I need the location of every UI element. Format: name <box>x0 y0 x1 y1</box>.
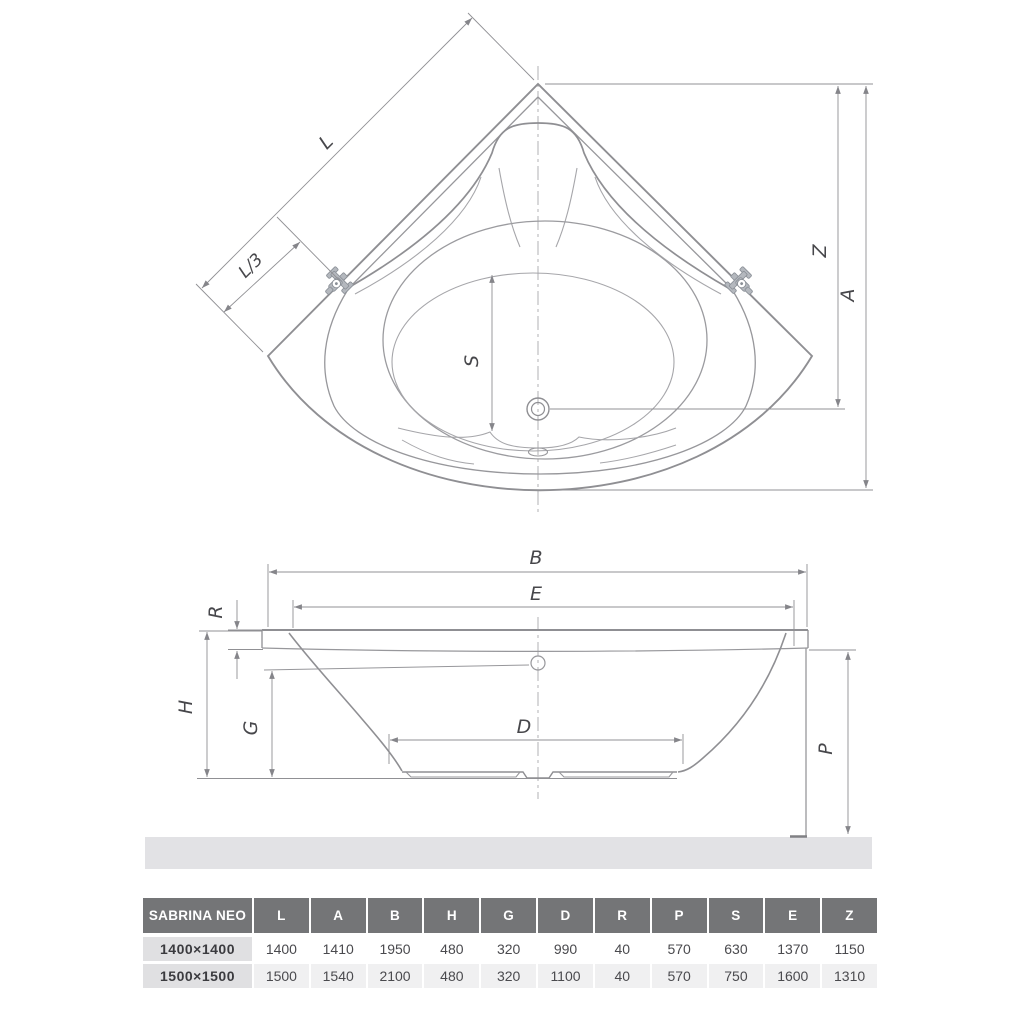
value-cell: 320 <box>481 937 536 961</box>
backrest-inner-right <box>595 177 721 294</box>
column-header-S: S <box>709 898 764 933</box>
dim-label-L3: L/3 <box>234 249 268 283</box>
value-cell: 40 <box>595 937 650 961</box>
dimension-R <box>228 600 263 679</box>
dim-label-S: S <box>461 354 483 368</box>
dimension-E <box>293 600 794 646</box>
dimension-L <box>196 13 534 352</box>
value-cell: 480 <box>424 964 479 988</box>
value-cell: 1370 <box>765 937 820 961</box>
ripple-right <box>600 445 676 463</box>
dimension-Z-A <box>527 84 873 490</box>
value-cell: 1600 <box>765 964 820 988</box>
wall-right <box>678 633 786 772</box>
value-cell: 40 <box>595 964 650 988</box>
value-cell: 1100 <box>538 964 593 988</box>
column-header-B: B <box>368 898 423 933</box>
value-cell: 1410 <box>311 937 366 961</box>
column-header-P: P <box>652 898 707 933</box>
dim-label-H: H <box>175 699 197 715</box>
column-header-A: A <box>311 898 366 933</box>
table-product-name: SABRINA NEO <box>143 898 252 933</box>
column-header-R: R <box>595 898 650 933</box>
side-view <box>145 547 872 869</box>
table-header-row <box>143 898 877 933</box>
headrest-side-left <box>499 168 520 247</box>
tub-inner-edge-right <box>538 97 733 290</box>
value-cell: 570 <box>652 937 707 961</box>
dim-label-R: R <box>205 605 227 619</box>
value-cell: 1950 <box>368 937 423 961</box>
floor <box>145 837 872 869</box>
column-header-E: E <box>765 898 820 933</box>
backrest-inner-left <box>355 177 481 294</box>
basin-inner <box>392 273 674 451</box>
column-header-G: G <box>481 898 536 933</box>
foot-right <box>559 772 673 777</box>
faucet-icon-left <box>318 265 355 302</box>
dimension-D <box>389 734 683 764</box>
dim-label-G: G <box>240 720 262 736</box>
tub-inner-edge-left <box>347 97 538 290</box>
value-cell: 750 <box>709 964 764 988</box>
table-row <box>143 964 877 988</box>
dim-label-A: A <box>837 288 859 302</box>
dim-label-Z: Z <box>809 244 831 258</box>
tub-inner-rim <box>325 291 756 474</box>
row-size-label: 1500×1500 <box>143 964 252 988</box>
column-header-D: D <box>538 898 593 933</box>
dim-label-B: B <box>529 547 543 569</box>
value-cell: 1150 <box>822 937 877 961</box>
row-size-label: 1400×1400 <box>143 937 252 961</box>
value-cell: 2100 <box>368 964 423 988</box>
dimension-H <box>197 631 677 779</box>
column-header-Z: Z <box>822 898 877 933</box>
foot-left <box>406 772 520 777</box>
table-row <box>143 937 877 961</box>
dim-label-E: E <box>529 583 543 605</box>
spec-table <box>143 898 877 991</box>
column-header-L: L <box>254 898 309 933</box>
dim-label-L: L <box>314 130 338 154</box>
top-view <box>196 13 873 516</box>
dim-label-P: P <box>815 743 837 755</box>
wall-left <box>289 633 402 771</box>
value-cell: 570 <box>652 964 707 988</box>
faucet-icon-right <box>723 265 760 302</box>
value-cell: 1400 <box>254 937 309 961</box>
value-cell: 480 <box>424 937 479 961</box>
column-header-H: H <box>424 898 479 933</box>
value-cell: 320 <box>481 964 536 988</box>
value-cell: 990 <box>538 937 593 961</box>
headrest-side-right <box>556 168 577 247</box>
dim-label-D: D <box>516 716 532 738</box>
ripple-left <box>402 440 474 464</box>
value-cell: 1310 <box>822 964 877 988</box>
rim-bottom <box>262 648 808 651</box>
value-cell: 630 <box>709 937 764 961</box>
overflow-reference-line <box>264 665 529 670</box>
dimension-P <box>809 650 856 834</box>
value-cell: 1540 <box>311 964 366 988</box>
value-cell: 1500 <box>254 964 309 988</box>
